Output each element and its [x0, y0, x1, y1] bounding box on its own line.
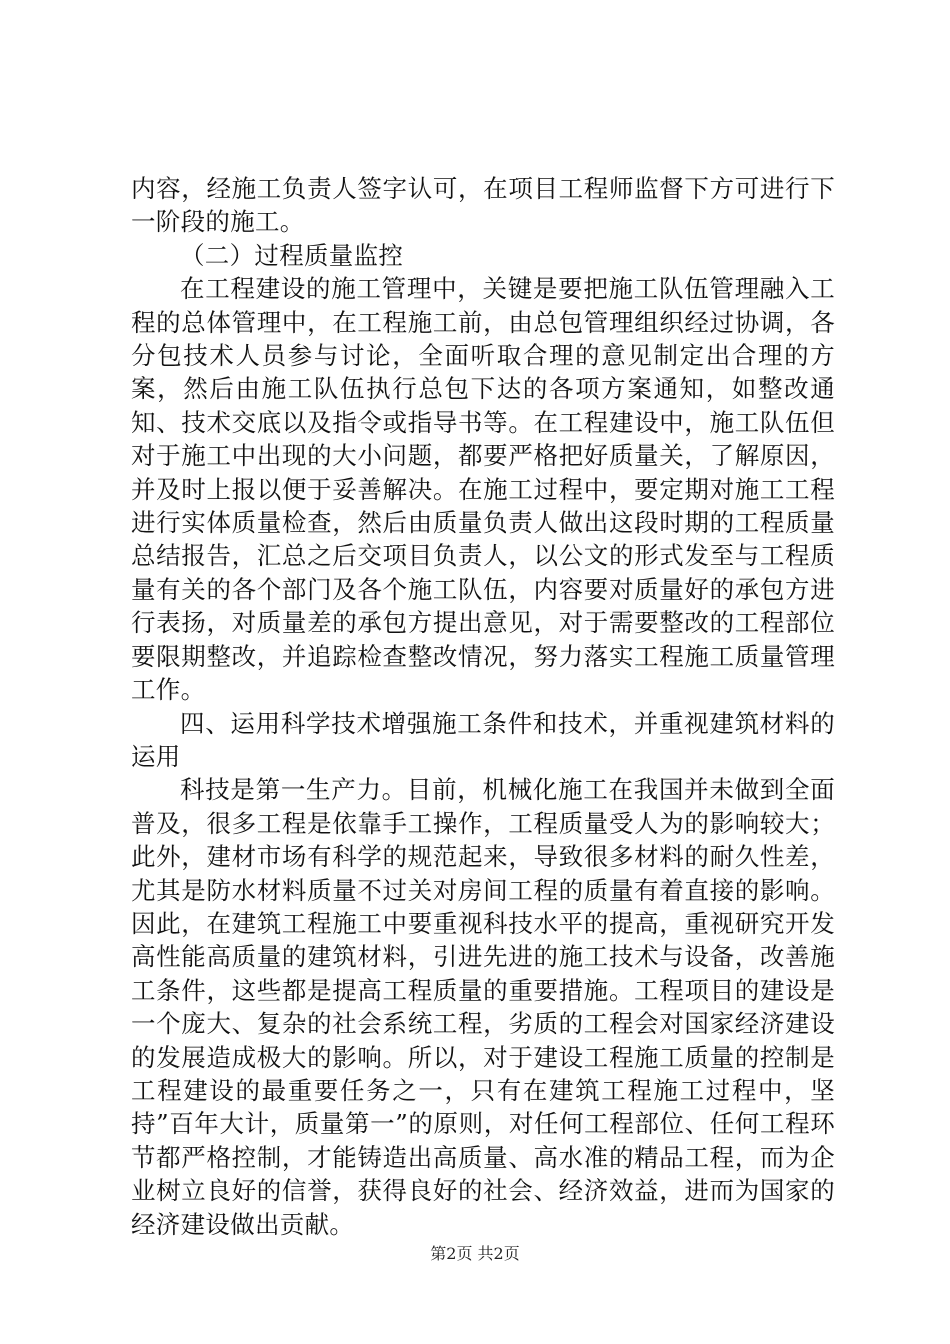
section-heading-process-quality: （二）过程质量监控	[180, 240, 404, 270]
paragraph-process-quality: 在工程建设的施工管理中，关键是要把施工队伍管理融入工程的总体管理中，在工程施工前，由总包管理组织经过协调，各分包技术人员参与讨论，全面听取合理的意见制定出合理的方案，然后由施工队伍执行总包下达的各项方案通知，如整改通知、技术交底以及指令或指导书等。在工程建设中，施工队伍但对于施工中出现的大小问题，都要严格把好质量关，了解原因，并及时上报以便于妥善解决。在施工过程中，要定期对施工工程进行实体质量检查，然后由质量负责人做出这段时期的工程质量总结报告，汇总之后交项目负责人，以公文的形式发至与工程质量有关的各个部门及各个施工队伍，内容要对质量好的承包方进行表扬，对质量差的承包方提出意见，对于需要整改的工程部位要限期整改，并追踪检查整改情况，努力落实工程施工质量管理工作。	[131, 274, 835, 705]
paragraph-technology: 科技是第一生产力。目前，机械化施工在我国并未做到全面普及，很多工程是依靠手工操作，工程质量受人为的影响较大；此外，建材市场有科学的规范起来，导致很多材料的耐久性差，尤其是防水材料质量不过关对房间工程的质量有着直接的影响。因此，在建筑工程施工中要重视科技水平的提高，重视研究开发高性能高质量的建筑材料，引进先进的施工技术与设备，改善施工条件，这些都是提高工程质量的重要措施。工程项目的建设是一个庞大、复杂的社会系统工程，劣质的工程会对国家经济建设的发展造成极大的影响。所以，对于建设工程施工质量的控制是工程建设的最重要任务之一，只有在建筑工程施工过程中，坚持”百年大计，质量第一”的原则，对任何工程部位、任何工程环节都严格控制，才能铸造出高质量、高水准的精品工程，而为企业树立良好的信誉，获得良好的社会、经济效益，进而为国家的经济建设做出贡献。	[131, 775, 835, 1239]
paragraph-continuation: 内容，经施工负责人签字认可，在项目工程师监督下方可进行下一阶段的施工。	[131, 174, 835, 237]
section-heading-technology: 四、运用科学技术增强施工条件和技术，并重视建筑材料的运用	[131, 708, 835, 771]
document-body	[131, 172, 835, 1241]
page-number-footer: 第2页 共2页	[430, 1244, 520, 1263]
